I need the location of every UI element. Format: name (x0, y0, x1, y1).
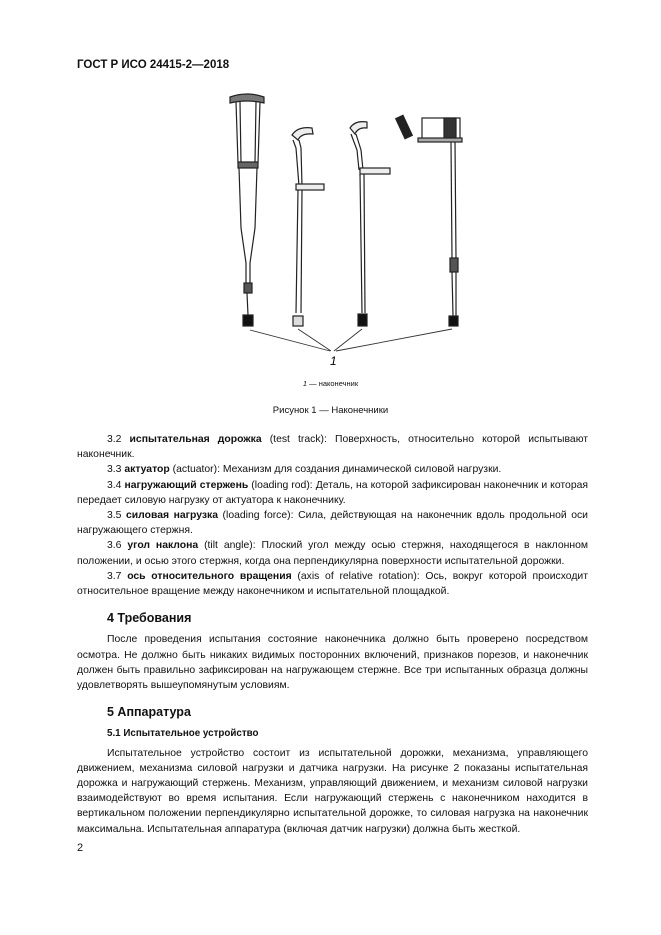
figure-legend (0, 379, 661, 388)
forearm-crutch-icon (350, 122, 390, 326)
callout-number: 1 (330, 354, 337, 368)
definition-3-2: 3.2 испытательная дорожка (test track): Поверхность, относительно которой испытывают наконечник. (77, 434, 589, 461)
crutches-drawing (200, 88, 480, 378)
section-5-1-title: 5.1 Испытательное устройство (107, 728, 259, 740)
section-4-title: 4 Требования (107, 611, 192, 626)
section-5-1-paragraph: Испытательное устройство состоит из испытательной дорожки, механизма, управляющего движением, механизма силовой нагрузки и датчика нагрузки. На рисунке 2 показаны испытательная дорожка и нагружающий стержень. Механизм, управляющий движением, и механизм силовой нагрузки взаимодействуют во время испытания. Если нагружающий стержень с наконечником находится в вертикальном положении перпендикулярно испытательной дорожке, то силовая нагрузка на наконечник максимальна. Испытательная аппаратура (включая датчик нагрузки) должна быть жесткой. (77, 747, 588, 835)
definition-3-7: 3.7 ось относительного вращения (axis of relative rotation): Ось, вокруг которой происходит относительное вращение между наконечником и испытательной площадкой. (77, 570, 588, 598)
legend-text: — наконечник (307, 379, 359, 388)
definition-3-4: 3.4 нагружающий стержень (loading rod): Деталь, на которой зафиксирован наконечник и которая передает силовую нагрузку от актуатора к наконечнику. (77, 479, 589, 506)
page-number: 2 (77, 842, 84, 854)
section-5-title: 5 Аппаратура (107, 705, 191, 720)
forearm-crutch-icon (292, 128, 324, 326)
callout-leader-lines (250, 329, 452, 351)
definition-3-3: 3.3 актуатор (actuator): Механизм для создания динамической силовой нагрузки. (107, 464, 502, 476)
platform-crutch-icon (396, 115, 462, 326)
document-body (77, 432, 588, 837)
definition-3-6: 3.6 угол наклона (tilt angle): Плоский угол между осью стержня, находящегося в наклонном положении, и осью этого стержня, когда она перпендикулярна поверхности испытательной дорожки. (77, 540, 588, 567)
legend-number: 1 (302, 379, 308, 388)
definition-3-5: 3.5 силовая нагрузка (loading force): Сила, действующая на наконечник вдоль продольной оси нагружающего стержня. (77, 510, 588, 537)
axillary-crutch-icon (230, 94, 264, 326)
document-header: ГОСТ Р ИСО 24415-2—2018 (77, 59, 230, 71)
section-4-paragraph: После проведения испытания состояние наконечника должно быть проверено посредством осмотра. Не должно быть никаких видимых посторонних включений, признаков порезов, и наконечник должен быть правильно зафиксирован на нагружающем стержне. Все три испытанных образца должны удовлетворять вышеупомянутым условиям. (77, 634, 588, 692)
figure-caption: Рисунок 1 — Наконечники (272, 405, 389, 416)
figure-crutches (200, 88, 480, 378)
